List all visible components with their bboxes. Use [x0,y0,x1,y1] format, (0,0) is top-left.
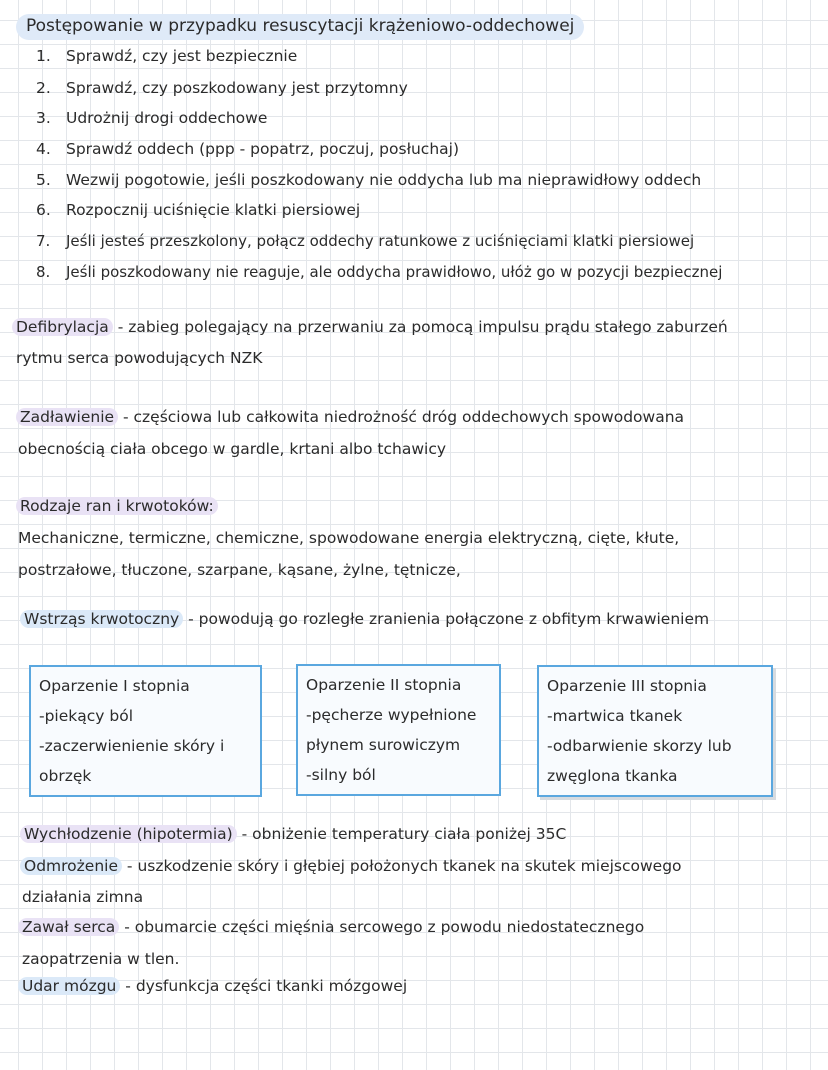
step-number: 5. [36,171,51,189]
burn-symptom: -pęcherze wypełnione [306,706,477,724]
definition-text-continued: rytmu serca powodujących NZK [16,349,263,367]
term-wstrzas: Wstrząs krwotoczny [20,610,183,628]
step-text: Rozpocznij uciśnięcie klatki piersiowej [66,201,361,219]
heading-rany: Rodzaje ran i krwotoków: [16,497,218,515]
step-number: 2. [36,79,51,97]
list-item [36,201,360,219]
term-wychlodzenie: Wychłodzenie (hipotermia) [20,825,237,843]
definition-text: - uszkodzenie skóry i głębiej położonych tkanek na skutek miejscowego [122,857,682,875]
definition-text-continued: działania zimna [22,888,144,906]
list-item [36,47,297,65]
burn-title: Oparzenie I stopnia [39,677,190,695]
definition-text: - częściowa lub całkowita niedrożność dróg oddechowych spowodowana [118,408,685,426]
definition-defibrylacja [12,318,728,336]
rany-text-continued: postrzałowe, tłuczone, szarpane, kąsane, żylne, tętnicze, [18,561,461,579]
term-defibrylacja: Defibrylacja [12,318,113,336]
definition-text-continued: zaopatrzenia w tlen. [22,950,180,968]
definition-udar [18,977,407,995]
burn-symptom: -piekący ból [39,707,133,725]
definition-wstrzas [20,610,709,628]
burn-symptom: -zaczerwienienie skóry i [39,737,225,755]
step-text: Sprawdź, czy jest bezpiecznie [66,47,298,65]
list-item [36,140,459,158]
burn-symptom: obrzęk [39,767,92,785]
step-number: 3. [36,109,51,127]
burn-title: Oparzenie II stopnia [306,676,462,694]
burn-box-2 [296,664,501,796]
definition-text: - dysfunkcja części tkanki mózgowej [120,977,408,995]
step-text: Sprawdź oddech (ppp - popatrz, poczuj, posłuchaj) [66,140,459,158]
step-number: 7. [36,232,51,250]
list-item [36,263,722,281]
page-title: Postępowanie w przypadku resuscytacji krążeniowo-oddechowej [16,14,584,40]
term-zadlawienie: Zadławienie [16,408,118,426]
step-text: Jeśli jesteś przeszkolony, połącz oddechy ratunkowe z uciśnięciami klatki piersiowej [66,232,695,250]
burn-title: Oparzenie III stopnia [547,677,707,695]
definition-text: - obumarcie części mięśnia sercowego z powodu niedostatecznego [119,918,645,936]
definition-text: - zabieg polegający na przerwaniu za pomocą impulsu prądu stałego zaburzeń [112,318,728,336]
list-item [36,109,267,127]
section-heading-rany [16,497,218,515]
burn-symptom: zwęglona tkanka [547,767,678,785]
rany-text: Mechaniczne, termiczne, chemiczne, spowodowane energia elektryczną, cięte, kłute, [18,529,680,547]
definition-wychlodzenie [20,825,566,843]
definition-text: - powodują go rozległe zranienia połączone z obfitym krwawieniem [183,610,710,628]
step-text: Udrożnij drogi oddechowe [66,109,268,127]
burn-symptom: -odbarwienie skorzy lub [547,737,732,755]
step-text: Jeśli poszkodowany nie reaguje, ale oddycha prawidłowo, ułóż go w pozycji bezpiecznej [66,263,723,281]
burn-symptom: -martwica tkanek [547,707,683,725]
burn-symptom: -silny ból [306,766,376,784]
term-odmrozenie: Odmrożenie [20,857,122,875]
step-number: 6. [36,201,51,219]
definition-odmrozenie [20,857,682,875]
definition-text: - obniżenie temperatury ciała poniżej 35C [236,825,567,843]
list-item [36,171,701,189]
burn-box-1 [29,665,262,797]
list-item [36,79,408,97]
definition-zawal [18,918,644,936]
step-number: 4. [36,140,51,158]
step-number: 8. [36,263,51,281]
step-number: 1. [36,47,51,65]
term-udar: Udar mózgu [18,977,120,995]
step-text: Sprawdź, czy poszkodowany jest przytomny [66,79,408,97]
burn-box-3 [537,665,773,797]
burn-symptom: płynem surowiczym [306,736,461,754]
term-zawal: Zawał serca [18,918,119,936]
list-item [36,232,694,250]
step-text: Wezwij pogotowie, jeśli poszkodowany nie oddycha lub ma nieprawidłowy oddech [66,171,702,189]
definition-text-continued: obecnością ciała obcego w gardle, krtani albo tchawicy [18,440,447,458]
definition-zadlawienie [16,408,684,426]
